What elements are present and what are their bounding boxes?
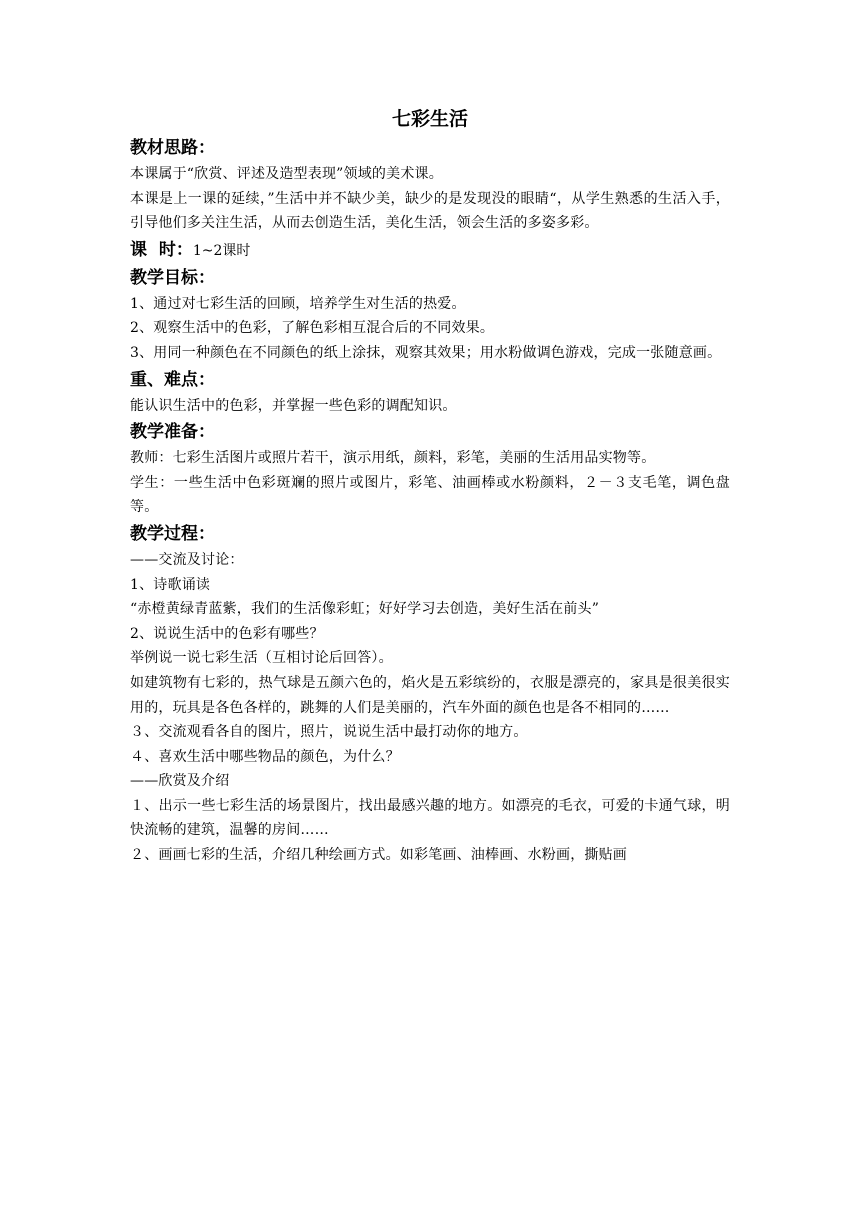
section-heading-key-points: 重、难点： — [130, 369, 215, 390]
page-title: 七彩生活 — [391, 108, 468, 130]
paragraph: 本课是上一课的延续，”生活中并不缺少美，缺少的是发现没的眼睛“，从学生熟悉的生活入手，引导他们多关注生活，从而去创造生活，美化生活，领会生活的多姿多彩。 — [130, 190, 730, 232]
paragraph: 2、观察生活中的色彩，了解色彩相互混合后的不同效果。 — [130, 320, 495, 337]
section-heading-textbook-idea: 教材思路： — [130, 138, 215, 158]
paragraph: ４、喜欢生活中哪些物品的颜色，为什么？ — [130, 748, 400, 765]
paragraph: 如建筑物有七彩的，热气球是五颜六色的，焰火是五彩缤纷的，衣服是漂亮的，家具是很美很实用的，玩具是各色各样的，跳舞的人们是美丽的，汽车外面的颜色也是各不相同的…… — [130, 674, 730, 716]
paragraph: 1、通过对七彩生活的回顾，培养学生对生活的热爱。 — [130, 295, 466, 312]
paragraph: ——交流及讨论： — [130, 551, 244, 568]
paragraph: 2、说说生活中的色彩有哪些？ — [130, 625, 324, 642]
section-heading-preparation: 教学准备： — [130, 422, 215, 443]
paragraph: 1、诗歌诵读 — [130, 576, 211, 593]
paragraph: ——欣赏及介绍 — [130, 773, 230, 790]
paragraph: 能认识生活中的色彩，并掌握一些色彩的调配知识。 — [130, 397, 457, 414]
document-page — [130, 104, 730, 868]
class-hours-label: 课 时： — [130, 239, 193, 260]
paragraph: 举例说一说七彩生活（互相讨论后回答）。 — [130, 650, 393, 667]
paragraph: 3、用同一种颜色在不同颜色的纸上涂抹，观察其效果；用水粉做调色游戏，完成一张随意画。 — [130, 344, 722, 361]
section-heading-teaching-goals: 教学目标： — [130, 267, 215, 288]
paragraph: 教师：七彩生活图片或照片若干，演示用纸，颜料，彩笔，美丽的生活用品实物等。 — [130, 450, 656, 467]
paragraph: ２、画画七彩的生活，介绍几种绘画方式。如彩笔画、油棒画、水粉画，撕贴画 — [130, 847, 627, 864]
paragraph: ３、交流观看各自的图片，照片，说说生活中最打动你的地方。 — [130, 724, 528, 741]
paragraph: 本课属于“欣赏、评述及造型表现”领域的美术课。 — [130, 166, 443, 182]
section-heading-teaching-process: 教学过程： — [130, 523, 215, 544]
section-heading-class-hours — [130, 236, 730, 264]
paragraph: 学生：一些生活中色彩斑斓的照片或图片，彩笔、油画棒或水粉颜料，２－３支毛笔，调色盘等。 — [130, 474, 730, 516]
paragraph: “赤橙黄绿青蓝紫，我们的生活像彩虹；好好学习去创造，美好生活在前头” — [130, 601, 600, 618]
class-hours-value: 1~2课时 — [192, 242, 251, 259]
paragraph: １、出示一些七彩生活的场景图片，找出最感兴趣的地方。如漂亮的毛衣，可爱的卡通气球，明快流畅的建筑，温馨的房间…… — [130, 797, 730, 839]
